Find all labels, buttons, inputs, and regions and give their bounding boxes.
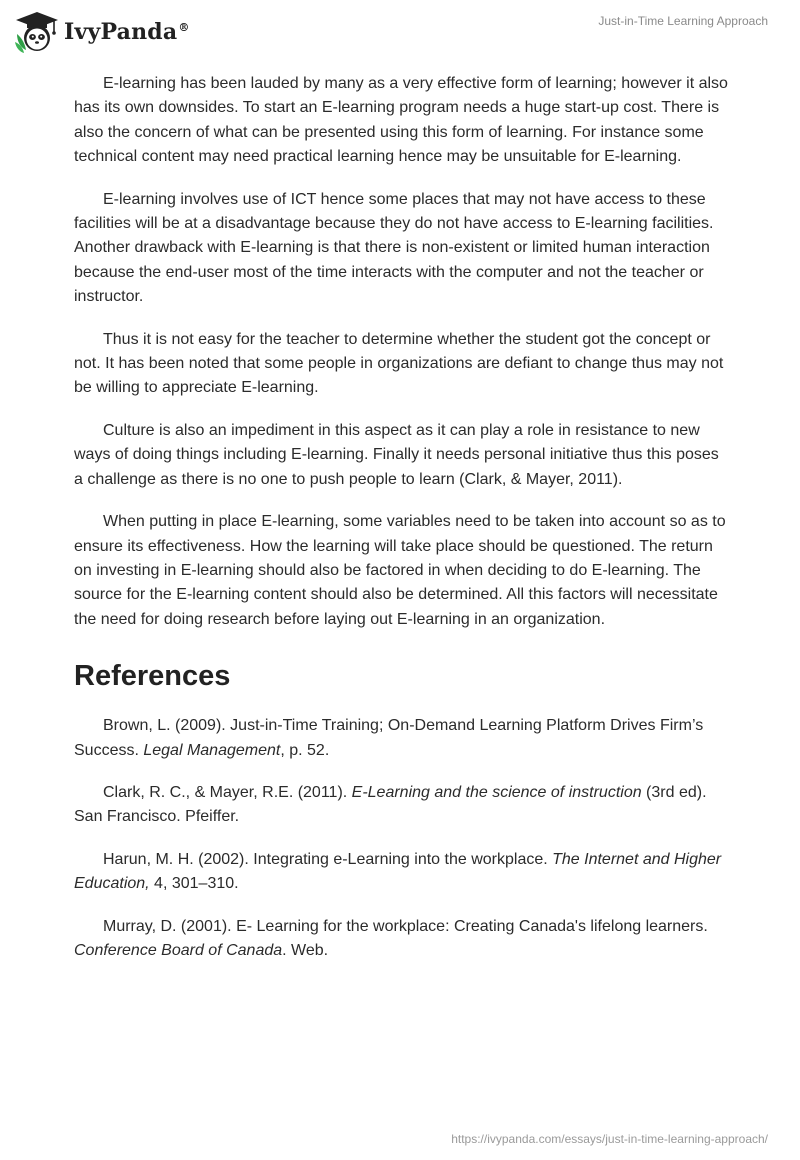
reference-text: . Web. [282, 941, 329, 959]
reference-entry [74, 714, 728, 763]
reference-source: Conference Board of Canada [74, 941, 283, 959]
reference-source: The Internet and Higher Education, [74, 850, 722, 893]
document-title: Just-in-Time Learning Approach [598, 14, 768, 28]
ivypanda-logo-link[interactable] [14, 10, 190, 54]
logo-wordmark: IvyPanda® [64, 19, 190, 45]
body-paragraph: Culture is also an impediment in this aspect as it can play a role in resistance to new ways of doing things including E-learning. Finally it needs personal initiative thus this poses a challenge as there is no one to push people to learn (Clark, & Mayer, 2011). [74, 421, 719, 488]
reference-text: Clark, R. C., & Mayer, R.E. (2011). [103, 783, 352, 801]
body-paragraph: E-learning has been lauded by many as a very effective form of learning; however it also has its own downsides. To start an E-learning program needs a huge start-up cost. There is also the concern of what can be presented using this form of learning. For instance some technical content may need practical learning hence may be unsuitable for E-learning. [74, 75, 728, 166]
body-paragraph: When putting in place E-learning, some variables need to be taken into account so as to ensure its effectiveness. How the learning will take place should be questioned. The return on investing in E-learning should also be factored in when deciding to do E-learning. The source for the E-learning content should also be determined. All this factors will necessitate the need for doing research before laying out E-learning in an organization. [74, 513, 726, 628]
reference-entry [74, 915, 728, 964]
reference-text: Murray, D. (2001). E- Learning for the workplace: Creating Canada's lifelong learners. [103, 917, 708, 935]
body-paragraph: E-learning involves use of ICT hence some places that may not have access to these facilities will be at a disadvantage because they do not have access to E-learning facilities. Another drawback with E-learning is that there is non-existent or limited human interaction because the end-user most of the time interacts with the computer and not the teacher or instructor. [74, 190, 714, 306]
reference-text: Brown, L. (2009). Just-in-Time Training; On-Demand Learning Platform Drives Firm’s Success. [74, 717, 704, 759]
reference-entry [74, 848, 728, 897]
panda-graduate-icon [14, 10, 60, 54]
page-header [0, 0, 800, 62]
reference-entry [74, 781, 728, 830]
reference-source: Legal Management [143, 741, 281, 759]
body-paragraph: Thus it is not easy for the teacher to determine whether the student got the concept or not. It has been noted that some people in organizations are defiant to change thus may not be willing to appreciate E-learning. [74, 330, 724, 397]
reference-text: 4, 301–310. [149, 875, 239, 893]
registered-mark: ® [178, 20, 190, 34]
essay-content [74, 72, 728, 981]
source-url-link[interactable]: https://ivypanda.com/essays/just-in-time-learning-approach/ [451, 1132, 768, 1146]
references-heading: References [74, 660, 231, 693]
reference-text: , p. 52. [280, 741, 330, 759]
reference-text: (3rd ed). San Francisco. Pfeiffer. [74, 783, 707, 826]
reference-text: Harun, M. H. (2002). Integrating e-Learning into the workplace. [103, 850, 553, 868]
reference-source: E-Learning and the science of instruction [351, 783, 642, 801]
